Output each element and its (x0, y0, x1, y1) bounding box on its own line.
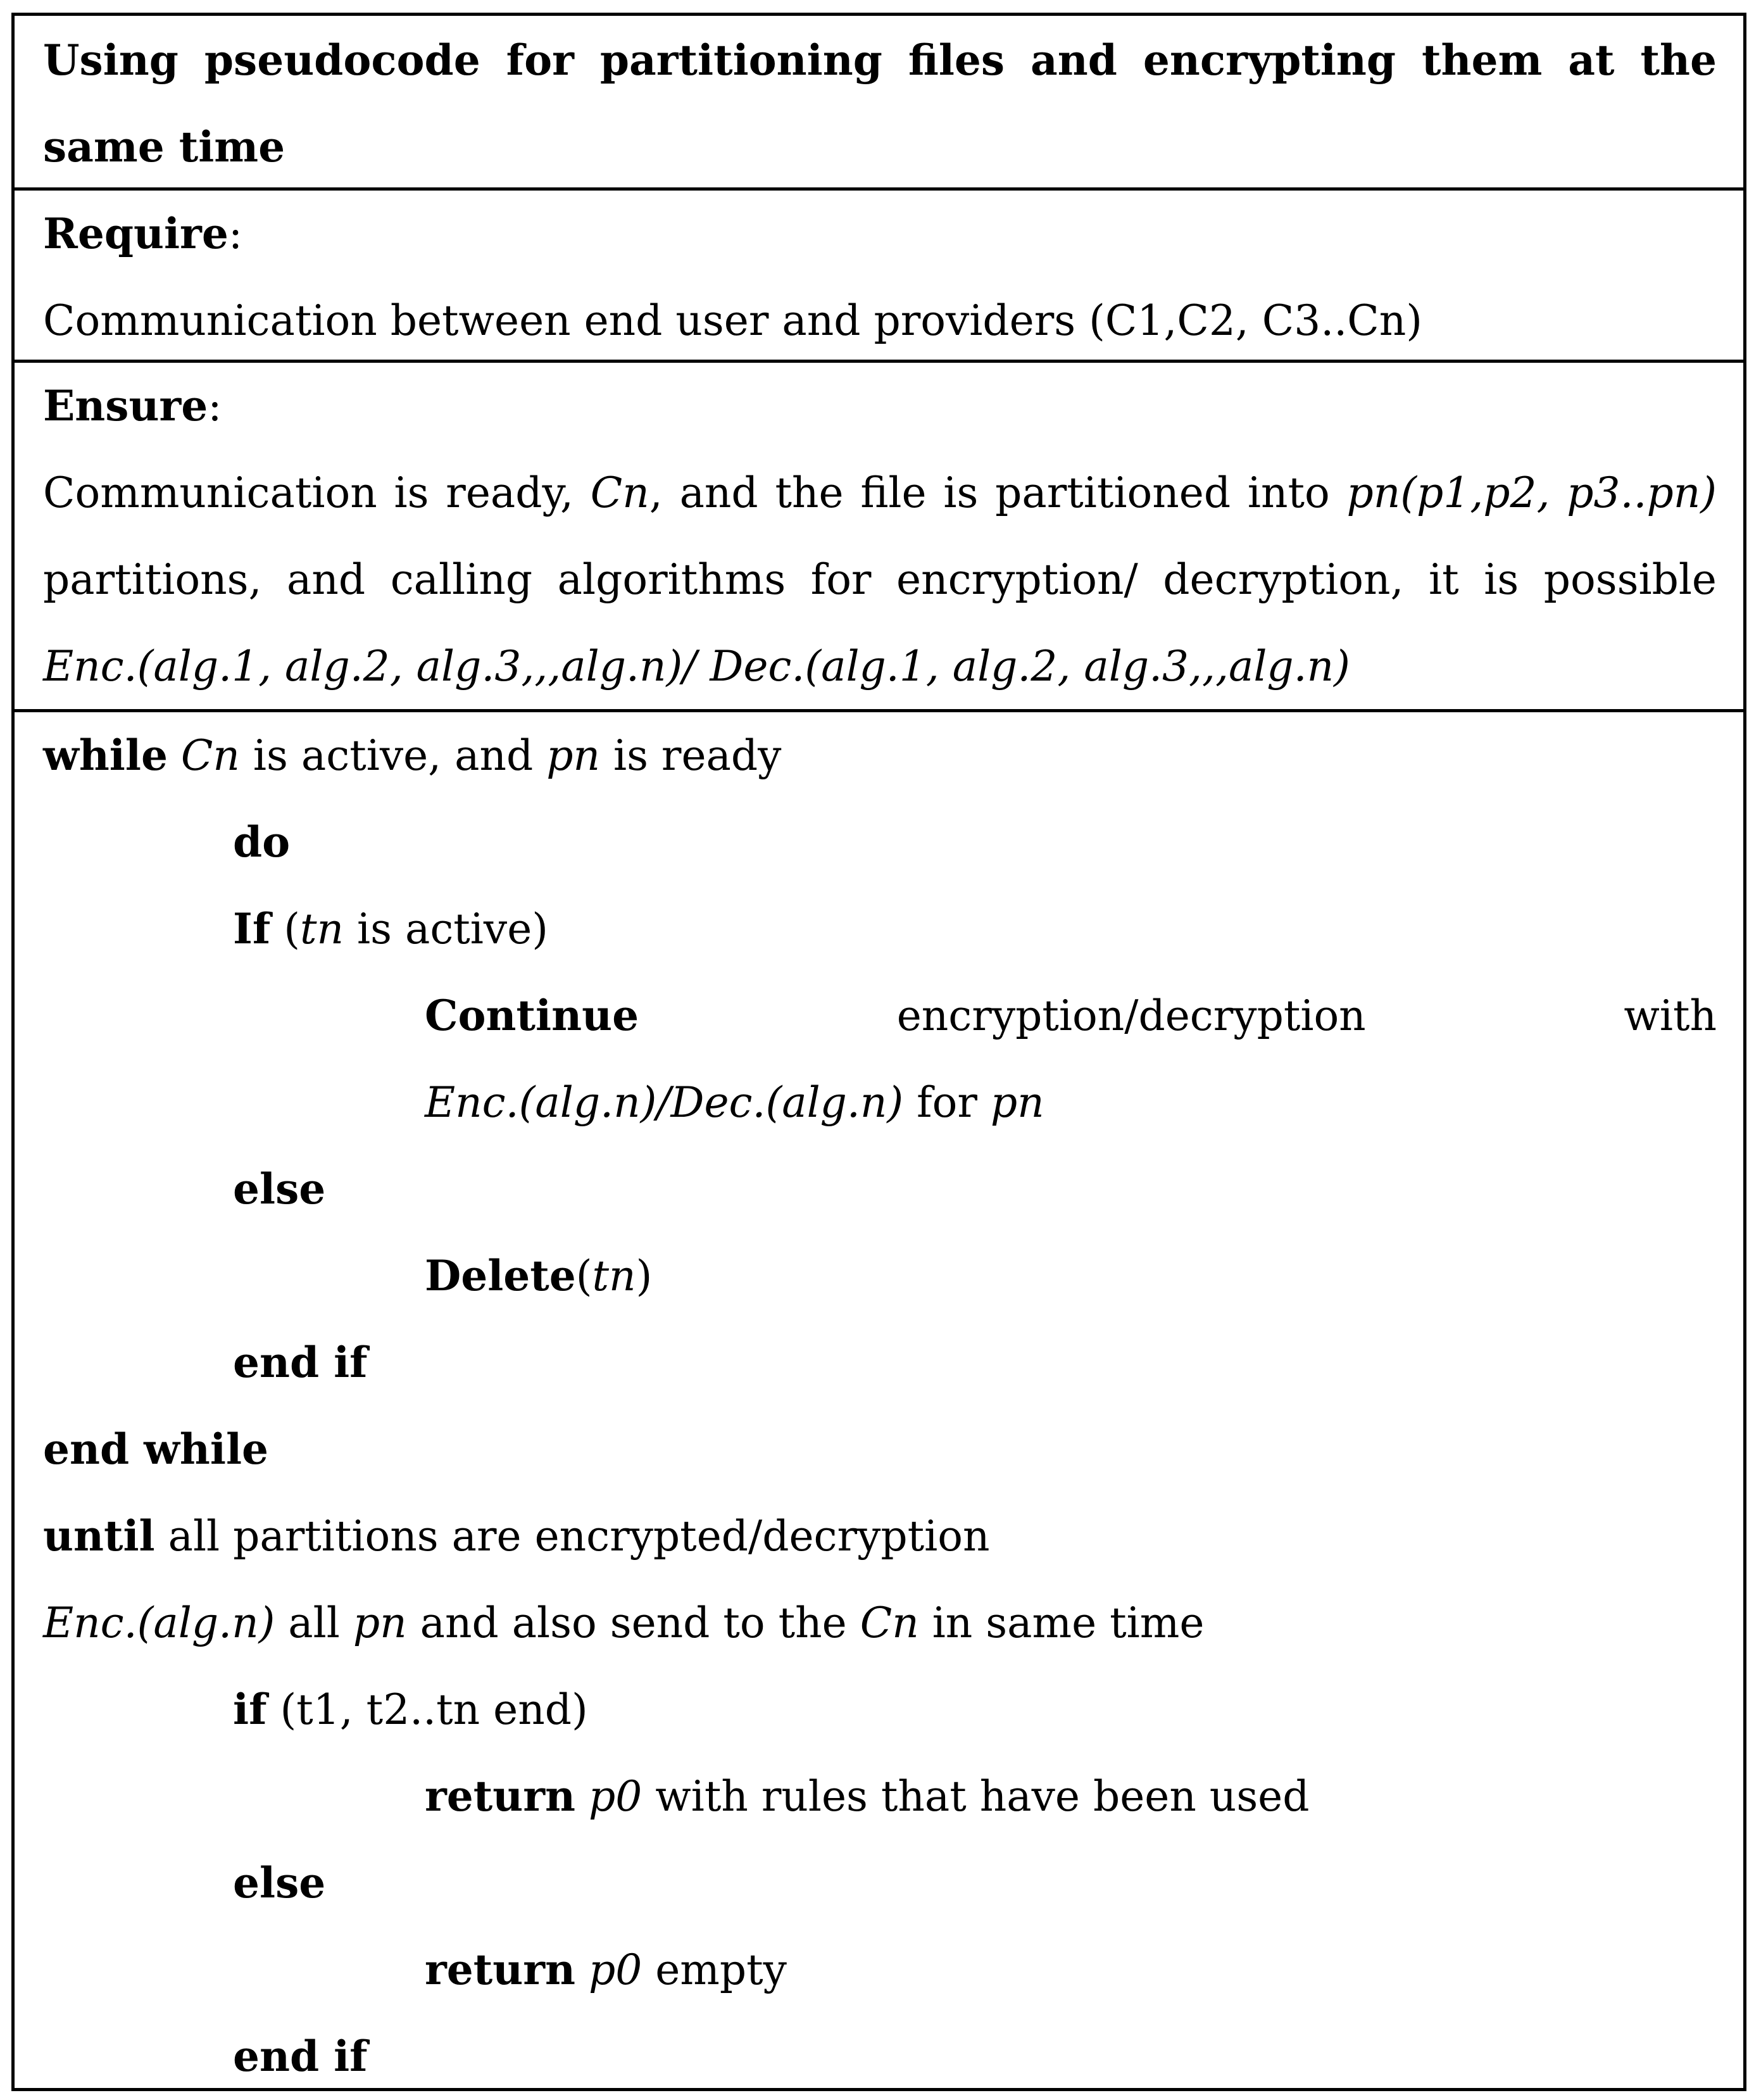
text: (t1, t2..tn end) (266, 1685, 588, 1734)
variable: pn (353, 1599, 407, 1647)
variable: Enc.(alg.n) (43, 1599, 275, 1647)
keyword: until (43, 1511, 155, 1561)
text: in same time (918, 1599, 1205, 1647)
text: is ready (599, 731, 782, 780)
keyword: return (425, 1771, 575, 1821)
keyword: while (43, 731, 168, 780)
code-line-return-empty (43, 1927, 1717, 2013)
require-label: Require (43, 209, 229, 258)
keyword: Delete (425, 1251, 576, 1300)
title-section (15, 16, 1743, 191)
keyword: If (233, 904, 271, 953)
variable: Cn (860, 1599, 919, 1647)
text: empty (642, 1946, 787, 1994)
ensure-section (15, 363, 1743, 712)
code-line-delete (43, 1233, 1717, 1319)
ensure-heading (43, 363, 1717, 450)
text: is active) (344, 905, 549, 953)
code-line-while (43, 712, 1717, 799)
code-line-if (43, 886, 1717, 972)
variable: Cn (180, 731, 240, 780)
text: with rules that have been used (642, 1772, 1310, 1821)
keyword: if (233, 1685, 267, 1734)
text: all partitions are encrypted/decryption (154, 1512, 990, 1561)
table-title: Using pseudocode for partitioning files and encrypting them at the same time (43, 35, 1717, 172)
keyword: end if (233, 2032, 368, 2081)
code-line-end-if-2 (43, 2013, 1717, 2100)
variable: p0 (588, 1946, 642, 1994)
variable: Enc.(alg.n)/Dec.(alg.n) (425, 1078, 904, 1127)
code-line-enc-dec (43, 1059, 1717, 1146)
code-line-return-rules (43, 1753, 1717, 1840)
variable: tn (300, 905, 344, 953)
ensure-text (43, 450, 1717, 710)
keyword: end if (233, 1338, 368, 1387)
pseudocode-body (15, 712, 1743, 2100)
code-line-else (43, 1146, 1717, 1233)
require-heading (43, 191, 1717, 277)
keyword: do (233, 817, 291, 867)
ensure-seg: Communication is ready, (43, 468, 591, 517)
code-line-end-while (43, 1406, 1717, 1493)
keyword: return (425, 1945, 575, 1994)
code-line-continue (43, 972, 1717, 1059)
ensure-seg: partitions, and calling algorithms for encryption/ decryption, it is possible (43, 555, 1717, 604)
code-line-if-t-end (43, 1666, 1717, 1753)
text: all (275, 1599, 353, 1647)
text (575, 1772, 589, 1821)
ensure-seg: pn(p1,p2, p3..pn) (1346, 468, 1717, 517)
text (168, 731, 181, 780)
keyword: else (233, 1858, 326, 1908)
variable: p0 (588, 1772, 642, 1821)
keyword: end while (43, 1424, 269, 1474)
code-line-until (43, 1493, 1717, 1580)
text: ( (270, 905, 300, 953)
ensure-seg: , and the file is partitioned into (649, 468, 1347, 517)
variable: tn (592, 1252, 636, 1300)
keyword: else (233, 1164, 326, 1214)
keyword: Continue (425, 991, 639, 1040)
text: encryption/decryption with (639, 991, 1717, 1040)
ensure-seg: Enc.(alg.1, alg.2, alg.3,,,alg.n)/ Dec.(alg.1, alg.2, alg.3,,,alg.n) (43, 642, 1350, 691)
code-line-do (43, 799, 1717, 886)
code-line-enc-all (43, 1580, 1717, 1666)
variable: pn (990, 1078, 1044, 1127)
require-colon: : (228, 210, 243, 258)
code-line-end-if (43, 1319, 1717, 1406)
variable: pn (546, 731, 600, 780)
text: for (903, 1078, 991, 1127)
text: ( (575, 1252, 592, 1300)
pseudocode-table (11, 13, 1746, 2091)
code-line-else-2 (43, 1840, 1717, 1927)
ensure-colon: : (208, 382, 222, 431)
text: ) (636, 1252, 653, 1300)
ensure-label: Ensure (43, 381, 208, 431)
ensure-seg: Cn (590, 468, 649, 517)
text: is active, and (239, 731, 547, 780)
text (575, 1946, 589, 1994)
require-section (15, 191, 1743, 363)
text: and also send to the (406, 1599, 860, 1647)
require-text: Communication between end user and providers (C1,C2, C3..Cn) (43, 296, 1422, 345)
